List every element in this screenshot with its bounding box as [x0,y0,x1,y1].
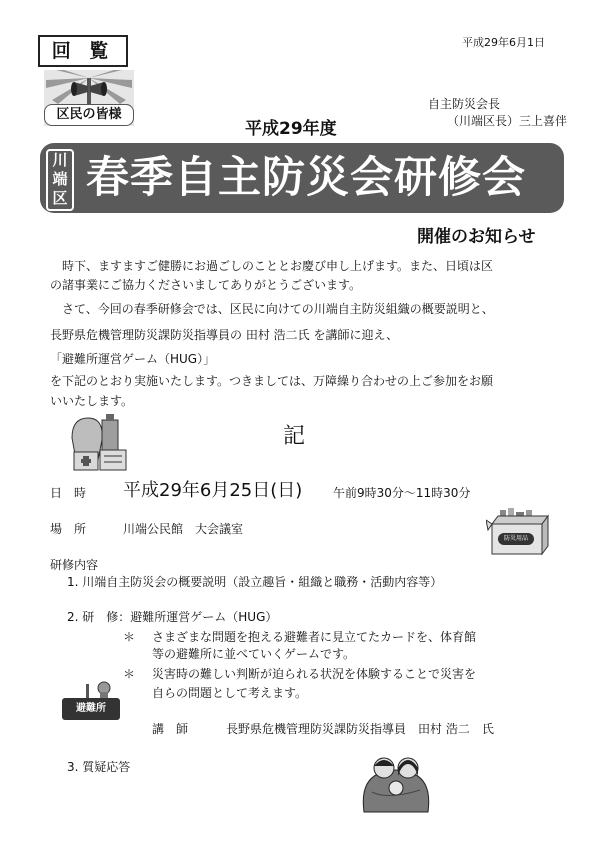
supply-box-illustration [486,508,550,556]
subtitle: 開催のお知らせ [417,227,536,247]
program-item-2: 2. 研 修：避難所運営ゲーム（HUG） [67,610,278,624]
sender-name: （川端区長）三上喜伴 [447,114,568,128]
sender-title: 自主防災会長 [428,97,501,111]
evacuees-illustration [358,752,434,814]
program-item-3: 3. 質疑応答 [67,760,131,774]
body-line-3: さて、今回の春季研修会では、区民に向けての川端自主防災組織の概要説明と、 [62,302,494,316]
issue-date: 平成29年6月1日 [462,36,545,49]
event-date: 平成29年6月25日(日) [123,480,303,501]
lecturer-name: 長野県危機管理防災課防災指導員 田村 浩二 氏 [226,722,494,736]
district-label: 川端区 [52,151,68,207]
supply-box-label: 防災用品 [503,535,528,542]
note-bullet-2: ＊ [123,667,136,681]
district-name [46,149,74,211]
note-line-4: 自らの問題として考えます。 [152,686,308,700]
body-line-1: 時下、ますますご健勝にお過ごしのこととお慶び申し上げます。また、日頃は区 [62,259,494,273]
lecturer-label: 講 師 [152,722,189,736]
note-bullet-1: ＊ [123,630,136,644]
date-label: 日 時 [50,486,87,500]
ki-heading: 記 [283,424,306,449]
shelter-sign-label: 避難所 [76,703,106,714]
body-line-6: を下記のとおり実施いたします。つきましては、万障繰り合わせの上ご参加をお願 [50,374,494,388]
body-line-2: の諸事業にご協力くださいましてありがとうございます。 [50,278,362,292]
body-line-4: 長野県危機管理防災課防災指導員の 田村 浩二氏 を講師に迎え、 [50,328,399,342]
note-line-1: さまざまな問題を抱える避難者に見立てたカードを、体育館 [152,630,477,644]
program-item-1: 1. 川端自主防災会の概要説明（設立趣旨・組織と職務・活動内容等） [67,575,443,589]
blanket-family-icon [358,752,434,814]
event-time: 午前9時30分〜11時30分 [333,486,471,500]
shelter-sign-illustration [60,680,124,722]
body-line-5: 「避難所運営ゲーム（HUG）」 [50,352,216,366]
main-title: 春季自主防災会研修会 [86,153,526,203]
note-line-3: 災害時の難しい判断が迫られる状況を体験することで災害を [152,667,477,681]
loudspeaker-illustration [44,70,134,126]
place-label: 場 所 [50,522,87,536]
fiscal-year: 平成29年度 [245,119,337,139]
supply-box-icon [486,508,550,556]
circular-label: 回 覧 [38,35,128,67]
event-place: 川端公民館 大会議室 [123,522,244,536]
body-line-7: いいたします。 [50,394,134,408]
badge-residents: 区民の皆様 [44,104,134,126]
emergency-supplies-illustration [68,410,132,472]
note-line-2: 等の避難所に並べていくゲームです。 [152,647,356,661]
emergency-kit-icon [68,410,132,472]
program-heading: 研修内容 [50,558,99,572]
